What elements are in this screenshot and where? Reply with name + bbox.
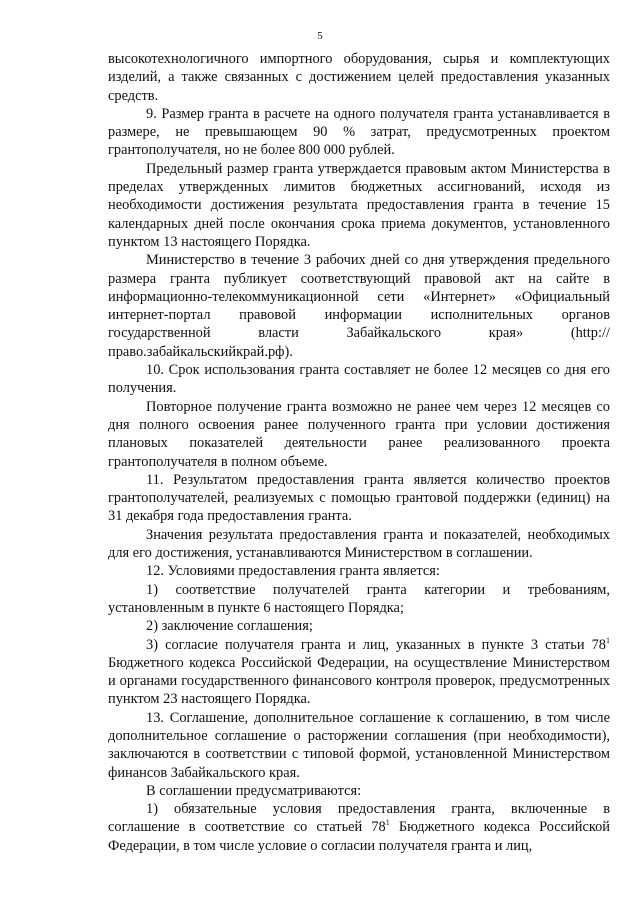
page-number: 5 (317, 30, 323, 42)
paragraph-clause-9: 9. Размер гранта в расчете на одного получателя гранта устанавливается в размере, не превышающем 90 % затрат, предусмотренных проектом грантополучателя, но не более 800 000 рублей. (108, 105, 610, 159)
paragraph-clause-10: 10. Срок использования гранта составляет не более 12 месяцев со дня его получения. (108, 362, 610, 397)
paragraph-clause-13: 13. Соглашение, дополнительное соглашение к соглашению, в том числе дополнительное соглашение о расторжении соглашения (при необходимости), заключаются в соответствии с типовой формой, установленной Министерством финансов Забайкальского края. (108, 709, 610, 781)
paragraph-max-grant-size: Предельный размер гранта утверждается правовым актом Министерства в пределах утвержденных лимитов бюджетных ассигнований, исходя из необходимости достижения результата предоставления гранта в течение 15 календарных дней после окончания срока приема документов, установленного пунктом 13 настоящего Порядка. (108, 160, 610, 250)
paragraph-agreement-provisions: В соглашении предусматриваются: (146, 782, 362, 799)
paragraph-condition-3-text: 3) согласие получателя гранта и лиц, указанных в пункте 3 статьи 78 (146, 636, 606, 653)
paragraph-condition-3 (108, 636, 610, 709)
paragraph-continuation: высокотехнологичного импортного оборудования, сырья и комплектующих изделий, а также связанных с достижением целей предоставления указанных средств. (108, 51, 610, 104)
paragraph-provision-1 (108, 800, 610, 855)
paragraph-condition-1: 1) соответствие получателей гранта категории и требованиям, установленным в пункте 6 настоящего Порядка; (108, 581, 610, 616)
paragraph-clause-11: 11. Результатом предоставления гранта является количество проектов грантополучателей, реализуемых с помощью грантовой поддержки (единиц) на 31 декабря года предоставления гранта. (108, 471, 610, 525)
paragraph-provision-1-text-after: Бюджетного кодекса Российской Федерации, в том числе условие о согласии получателя гранта и лиц, (108, 819, 610, 854)
paragraph-publication: Министерство в течение 3 рабочих дней со дня утверждения предельного размера гранта публикует соответствующий правовой акт на сайте в информационно-телекоммуникационной сети «Интернет» «Официальный интернет-портал правовой информации исполнительных органов государственной власти Забайкальского края» (http://право.забайкальскийкрай.рф). (108, 252, 610, 360)
superscript-article-number: 1 (606, 635, 610, 645)
paragraph-provision-1-text: 1) обязательные условия предоставления гранта, включенные в соглашение в соответствие со статьей 78 (108, 801, 610, 836)
superscript-article-number: 1 (385, 818, 390, 828)
paragraph-condition-2: 2) заключение соглашения; (146, 618, 313, 635)
document-body (108, 50, 610, 855)
paragraph-clause-12: 12. Условиями предоставления гранта является: (146, 563, 440, 580)
paragraph-condition-3-text-after: Бюджетного кодекса Российской Федерации, на осуществление Министерством и органами государственного финансового контроля проверок, предусмотренных пунктом 23 настоящего Порядка. (108, 654, 610, 708)
paragraph-repeat-grant: Повторное получение гранта возможно не ранее чем через 12 месяцев со дня полного освоения ранее полученного гранта при условии достижения плановых показателей деятельности ранее реализованного проекта грантополучателя в полном объеме. (108, 398, 610, 470)
paragraph-result-values: Значения результата предоставления гранта и показателей, необходимых для его достижения, устанавливаются Министерством в соглашении. (108, 526, 610, 562)
